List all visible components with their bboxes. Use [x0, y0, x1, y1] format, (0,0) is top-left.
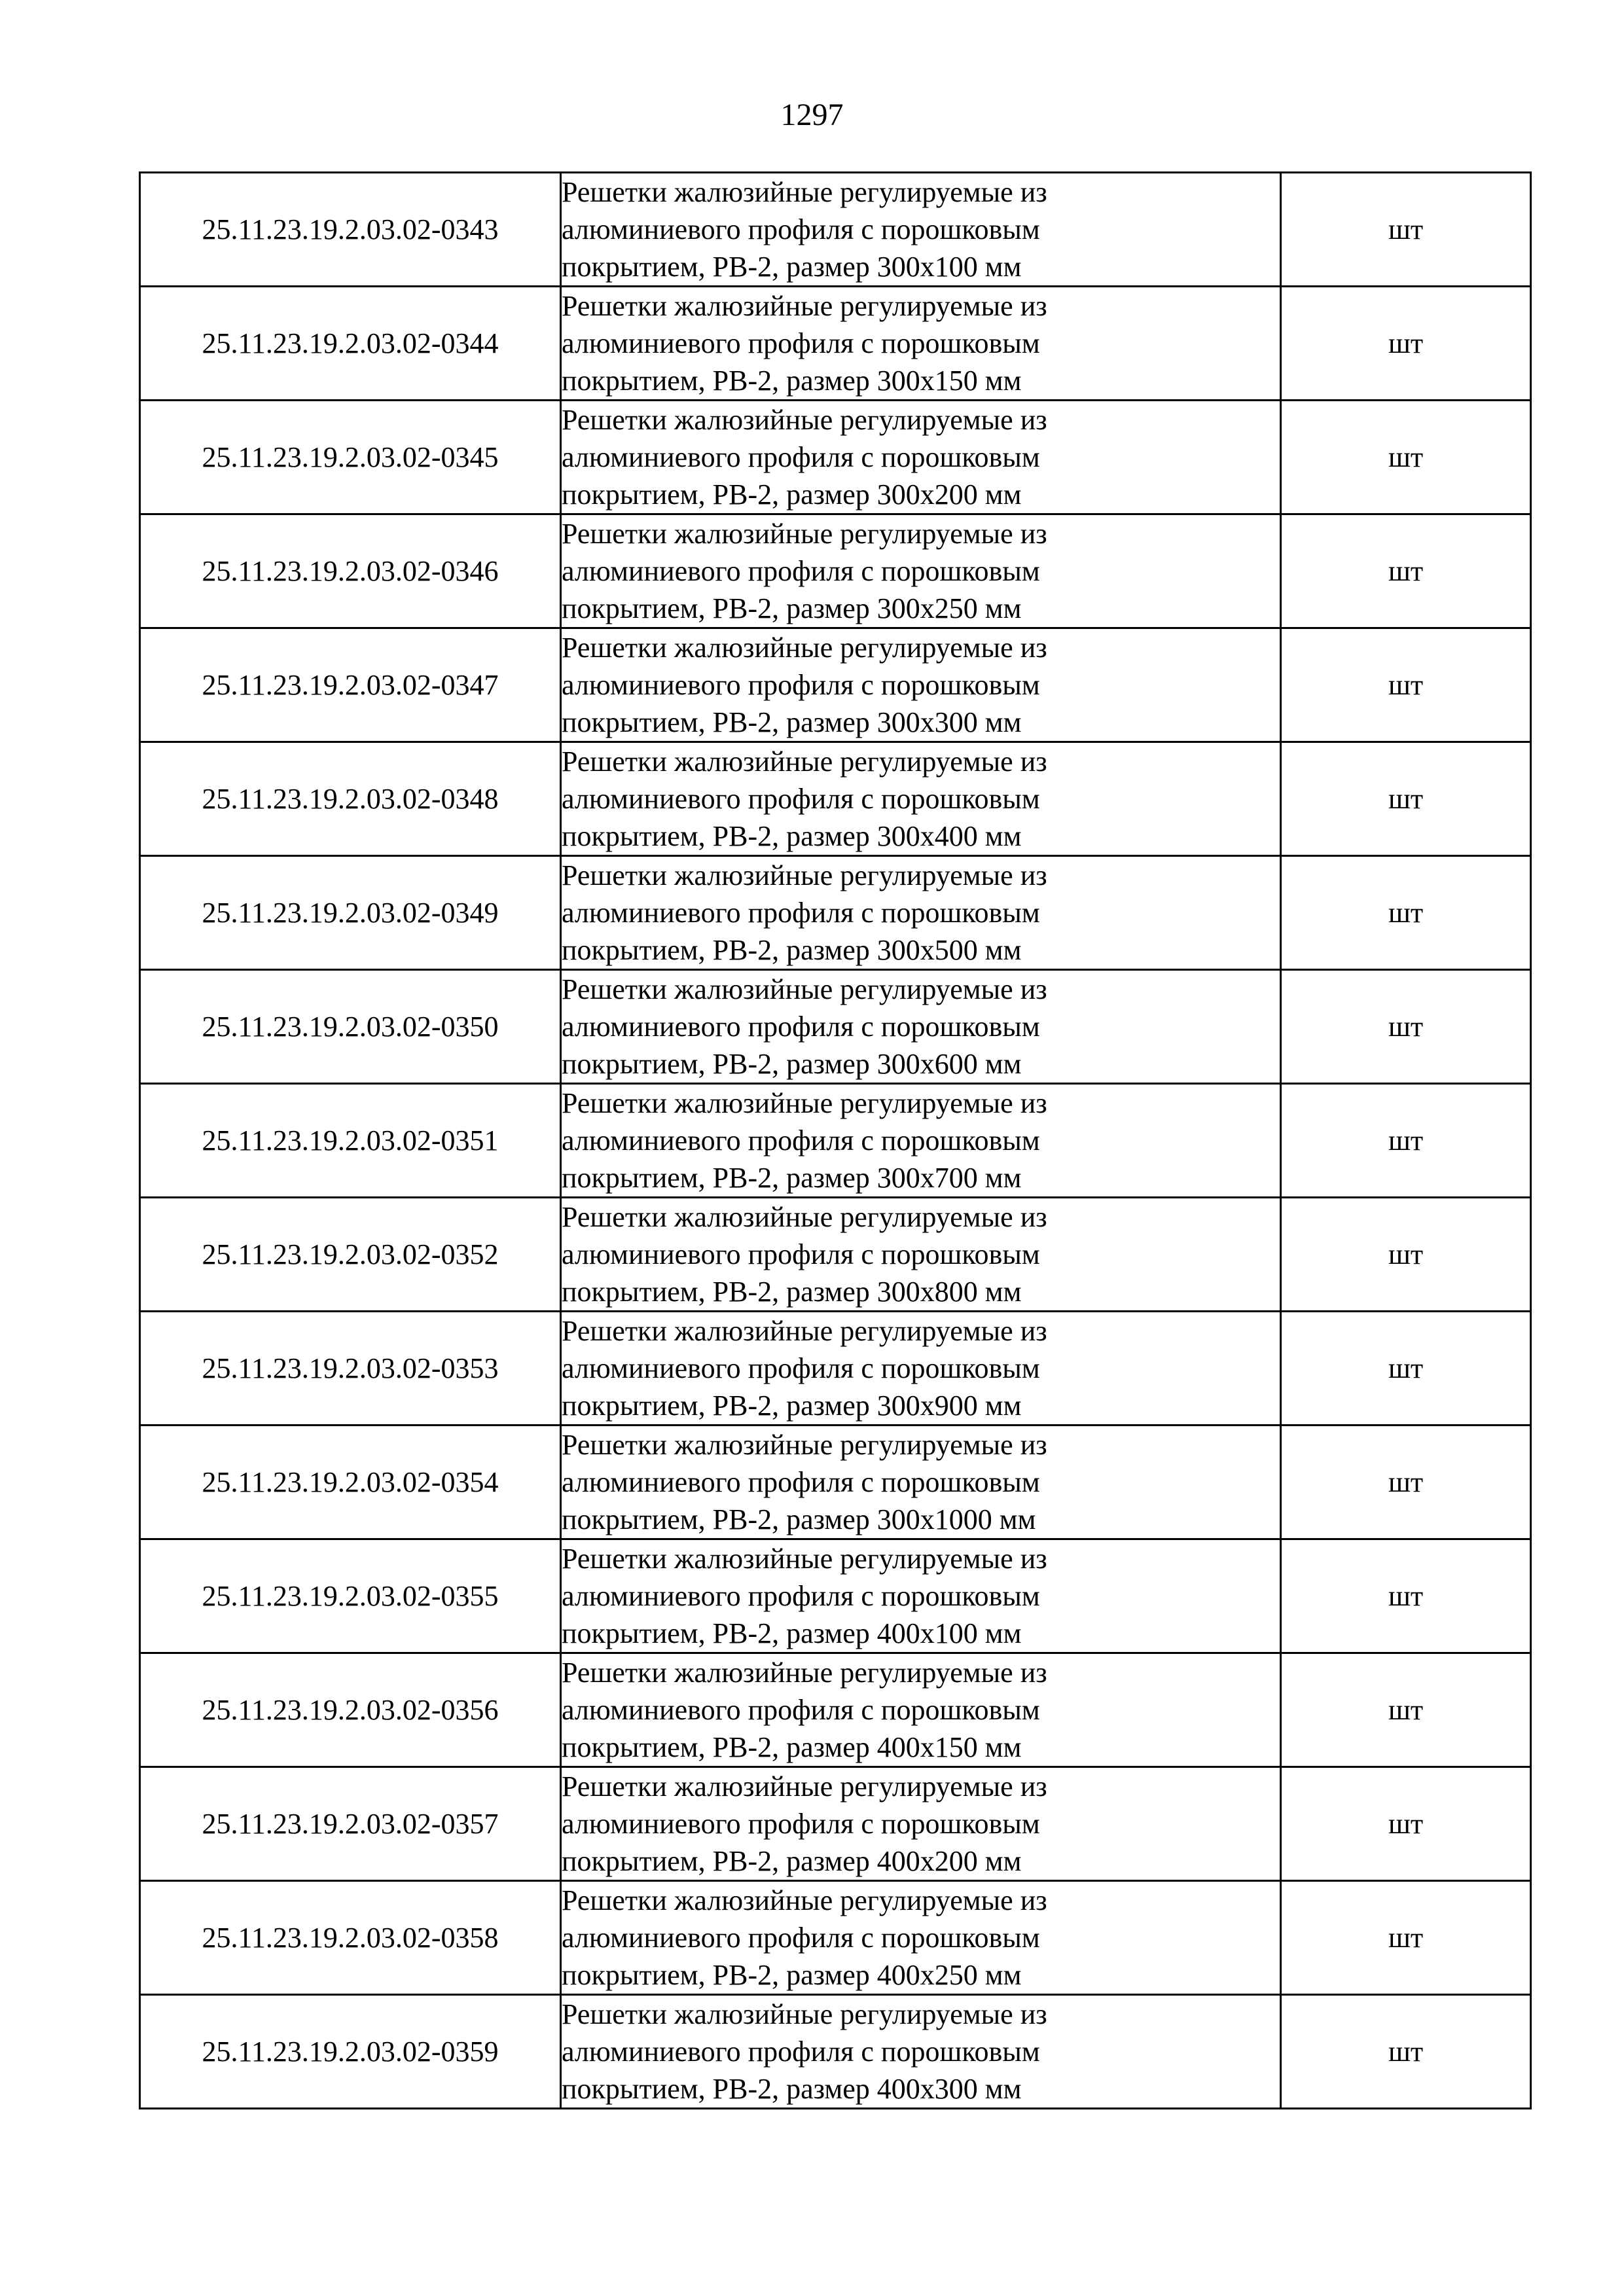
unit-cell: шт [1281, 1995, 1531, 2109]
description-line: Решетки жалюзийные регулируемые из [562, 176, 1047, 208]
description-line: Решетки жалюзийные регулируемые из [562, 518, 1047, 550]
table-row [140, 970, 1531, 1084]
unit-cell: шт [1281, 287, 1531, 401]
resource-description-cell [561, 287, 1281, 401]
description-line: покрытием, РВ-2, размер 300х800 мм [562, 1276, 1022, 1308]
table-row [140, 1767, 1531, 1881]
description-line: алюминиевого профиля с порошковым [562, 441, 1040, 473]
description-line: алюминиевого профиля с порошковым [562, 1352, 1040, 1384]
unit-cell: шт [1281, 742, 1531, 856]
table-row [140, 1426, 1531, 1539]
description-line: Решетки жалюзийные регулируемые из [562, 745, 1047, 778]
unit-cell: шт [1281, 1539, 1531, 1653]
table-row [140, 173, 1531, 287]
description-line: алюминиевого профиля с порошковым [562, 1011, 1040, 1043]
resource-code-cell: 25.11.23.19.2.03.02-0343 [140, 173, 561, 287]
resource-description-cell [561, 1767, 1281, 1881]
resource-code-cell: 25.11.23.19.2.03.02-0345 [140, 401, 561, 514]
resource-code-cell: 25.11.23.19.2.03.02-0351 [140, 1084, 561, 1198]
description-line: Решетки жалюзийные регулируемые из [562, 632, 1047, 664]
resource-code-cell: 25.11.23.19.2.03.02-0358 [140, 1881, 561, 1995]
resource-description-cell [561, 1312, 1281, 1426]
description-line: Решетки жалюзийные регулируемые из [562, 290, 1047, 322]
resource-description-cell [561, 1539, 1281, 1653]
resource-description-cell [561, 970, 1281, 1084]
table-row [140, 1539, 1531, 1653]
resource-code-cell: 25.11.23.19.2.03.02-0354 [140, 1426, 561, 1539]
resource-description-cell [561, 856, 1281, 970]
table-row [140, 287, 1531, 401]
table-row [140, 1653, 1531, 1767]
description-line: алюминиевого профиля с порошковым [562, 213, 1040, 245]
unit-cell: шт [1281, 173, 1531, 287]
unit-cell: шт [1281, 1084, 1531, 1198]
resource-code-cell: 25.11.23.19.2.03.02-0352 [140, 1198, 561, 1312]
table-row [140, 628, 1531, 742]
description-line: алюминиевого профиля с порошковым [562, 1124, 1040, 1157]
description-line: Решетки жалюзийные регулируемые из [562, 1543, 1047, 1575]
description-line: Решетки жалюзийные регулируемые из [562, 1087, 1047, 1119]
resource-code-cell: 25.11.23.19.2.03.02-0346 [140, 514, 561, 628]
table-row [140, 401, 1531, 514]
resource-description-cell [561, 628, 1281, 742]
description-line: Решетки жалюзийные регулируемые из [562, 1770, 1047, 1803]
table-row [140, 1198, 1531, 1312]
description-line: алюминиевого профиля с порошковым [562, 1808, 1040, 1840]
description-line: Решетки жалюзийные регулируемые из [562, 1884, 1047, 1916]
description-line: Решетки жалюзийные регулируемые из [562, 404, 1047, 436]
description-line: покрытием, РВ-2, размер 300х250 мм [562, 592, 1022, 624]
resource-code-cell: 25.11.23.19.2.03.02-0349 [140, 856, 561, 970]
description-line: алюминиевого профиля с порошковым [562, 1466, 1040, 1498]
unit-cell: шт [1281, 628, 1531, 742]
description-line: покрытием, РВ-2, размер 300х300 мм [562, 706, 1022, 738]
table-row [140, 1312, 1531, 1426]
resource-code-cell: 25.11.23.19.2.03.02-0359 [140, 1995, 561, 2109]
description-line: покрытием, РВ-2, размер 300х150 мм [562, 365, 1022, 397]
description-line: алюминиевого профиля с порошковым [562, 1238, 1040, 1270]
resource-description-cell [561, 1653, 1281, 1767]
description-line: Решетки жалюзийные регулируемые из [562, 1429, 1047, 1461]
resource-code-cell: 25.11.23.19.2.03.02-0355 [140, 1539, 561, 1653]
resource-description-cell [561, 742, 1281, 856]
resource-table [139, 171, 1532, 2109]
resource-description-cell [561, 1426, 1281, 1539]
resource-code-cell: 25.11.23.19.2.03.02-0344 [140, 287, 561, 401]
unit-cell: шт [1281, 1198, 1531, 1312]
description-line: покрытием, РВ-2, размер 300х100 мм [562, 251, 1022, 283]
resource-code-cell: 25.11.23.19.2.03.02-0356 [140, 1653, 561, 1767]
unit-cell: шт [1281, 856, 1531, 970]
resource-description-cell [561, 1198, 1281, 1312]
table-row [140, 856, 1531, 970]
description-line: покрытием, РВ-2, размер 400х300 мм [562, 2073, 1022, 2105]
resource-code-cell: 25.11.23.19.2.03.02-0348 [140, 742, 561, 856]
page-number: 1297 [780, 98, 844, 132]
resource-description-cell [561, 401, 1281, 514]
description-line: алюминиевого профиля с порошковым [562, 897, 1040, 929]
resource-code-cell: 25.11.23.19.2.03.02-0350 [140, 970, 561, 1084]
resource-description-cell [561, 1881, 1281, 1995]
description-line: алюминиевого профиля с порошковым [562, 327, 1040, 359]
resource-code-cell: 25.11.23.19.2.03.02-0353 [140, 1312, 561, 1426]
description-line: Решетки жалюзийные регулируемые из [562, 859, 1047, 891]
description-line: алюминиевого профиля с порошковым [562, 555, 1040, 587]
resource-description-cell [561, 1995, 1281, 2109]
description-line: алюминиевого профиля с порошковым [562, 783, 1040, 815]
unit-cell: шт [1281, 514, 1531, 628]
unit-cell: шт [1281, 970, 1531, 1084]
resource-table-body [140, 173, 1531, 2109]
description-line: Решетки жалюзийные регулируемые из [562, 1201, 1047, 1233]
table-row [140, 1995, 1531, 2109]
description-line: алюминиевого профиля с порошковым [562, 1694, 1040, 1726]
unit-cell: шт [1281, 1312, 1531, 1426]
description-line: алюминиевого профиля с порошковым [562, 1922, 1040, 1954]
unit-cell: шт [1281, 1881, 1531, 1995]
table-row [140, 1881, 1531, 1995]
description-line: покрытием, РВ-2, размер 300х200 мм [562, 478, 1022, 511]
resource-description-cell [561, 1084, 1281, 1198]
resource-description-cell [561, 173, 1281, 287]
description-line: покрытием, РВ-2, размер 400х250 мм [562, 1959, 1022, 1991]
description-line: покрытием, РВ-2, размер 300х900 мм [562, 1390, 1022, 1422]
unit-cell: шт [1281, 401, 1531, 514]
description-line: покрытием, РВ-2, размер 400х100 мм [562, 1617, 1022, 1649]
description-line: алюминиевого профиля с порошковым [562, 1580, 1040, 1612]
resource-code-cell: 25.11.23.19.2.03.02-0357 [140, 1767, 561, 1881]
unit-cell: шт [1281, 1767, 1531, 1881]
description-line: Решетки жалюзийные регулируемые из [562, 1998, 1047, 2030]
resource-description-cell [561, 514, 1281, 628]
description-line: Решетки жалюзийные регулируемые из [562, 1315, 1047, 1347]
description-line: Решетки жалюзийные регулируемые из [562, 973, 1047, 1005]
description-line: алюминиевого профиля с порошковым [562, 669, 1040, 701]
description-line: покрытием, РВ-2, размер 300х500 мм [562, 934, 1022, 966]
table-row [140, 514, 1531, 628]
table-row [140, 1084, 1531, 1198]
unit-cell: шт [1281, 1426, 1531, 1539]
description-line: Решетки жалюзийные регулируемые из [562, 1657, 1047, 1689]
resource-code-cell: 25.11.23.19.2.03.02-0347 [140, 628, 561, 742]
unit-cell: шт [1281, 1653, 1531, 1767]
description-line: алюминиевого профиля с порошковым [562, 2036, 1040, 2068]
description-line: покрытием, РВ-2, размер 300х700 мм [562, 1162, 1022, 1194]
description-line: покрытием, РВ-2, размер 400х200 мм [562, 1845, 1022, 1877]
description-line: покрытием, РВ-2, размер 300х400 мм [562, 820, 1022, 852]
table-row [140, 742, 1531, 856]
description-line: покрытием, РВ-2, размер 300х600 мм [562, 1048, 1022, 1080]
description-line: покрытием, РВ-2, размер 300х1000 мм [562, 1503, 1036, 1535]
description-line: покрытием, РВ-2, размер 400х150 мм [562, 1731, 1022, 1763]
